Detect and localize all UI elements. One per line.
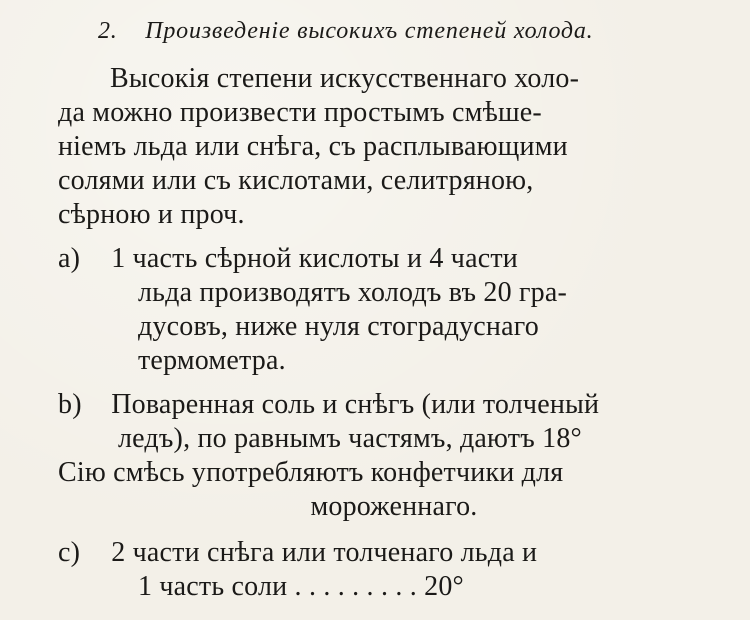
- list-item-a: [58, 242, 518, 276]
- paragraph-line-3: ніемъ льда или снѣга, съ расплывающими: [58, 131, 568, 162]
- paragraph-line-4: солями или съ кислотами, селитряною,: [58, 165, 534, 196]
- item-marker-b: b): [58, 389, 82, 420]
- item-a-line-2: льда производятъ холодъ въ 20 гра-: [138, 277, 568, 308]
- paragraph-line-1: Высокія степени искусственнаго холо-: [110, 63, 580, 94]
- item-marker-c: c): [58, 537, 81, 568]
- section-title: Произведеніе высокихъ степеней холода.: [145, 18, 594, 44]
- item-b-note-line-2: мороженнаго.: [310, 491, 478, 522]
- item-a-line-3: дусовъ, ниже нуля стоградуснаго: [138, 311, 539, 342]
- section-number: 2.: [98, 18, 118, 44]
- item-b-note-line-1: Сію смѣсь употребляютъ конфетчики для: [58, 457, 564, 488]
- item-marker-a: a): [58, 243, 81, 274]
- item-c-first-line: 2 части снѣга или толченаго льда и: [111, 537, 538, 568]
- item-b-first-line: Поваренная соль и снѣгъ (или толченый: [111, 389, 600, 420]
- item-b-line-2: ледъ), по равнымъ частямъ, даютъ 18°: [118, 423, 582, 454]
- section-heading: [98, 14, 593, 48]
- item-a-first-line: 1 часть сѣрной кислоты и 4 части: [111, 243, 518, 274]
- list-item-b: [58, 388, 599, 422]
- paragraph-line-2: да можно произвести простымъ смѣше-: [58, 97, 542, 128]
- item-a-line-4: термометра.: [138, 345, 286, 376]
- paragraph-line-5: сѣрною и проч.: [58, 199, 245, 230]
- list-item-c: [58, 536, 537, 570]
- item-c-line-2: 1 часть соли . . . . . . . . . 20°: [138, 571, 464, 602]
